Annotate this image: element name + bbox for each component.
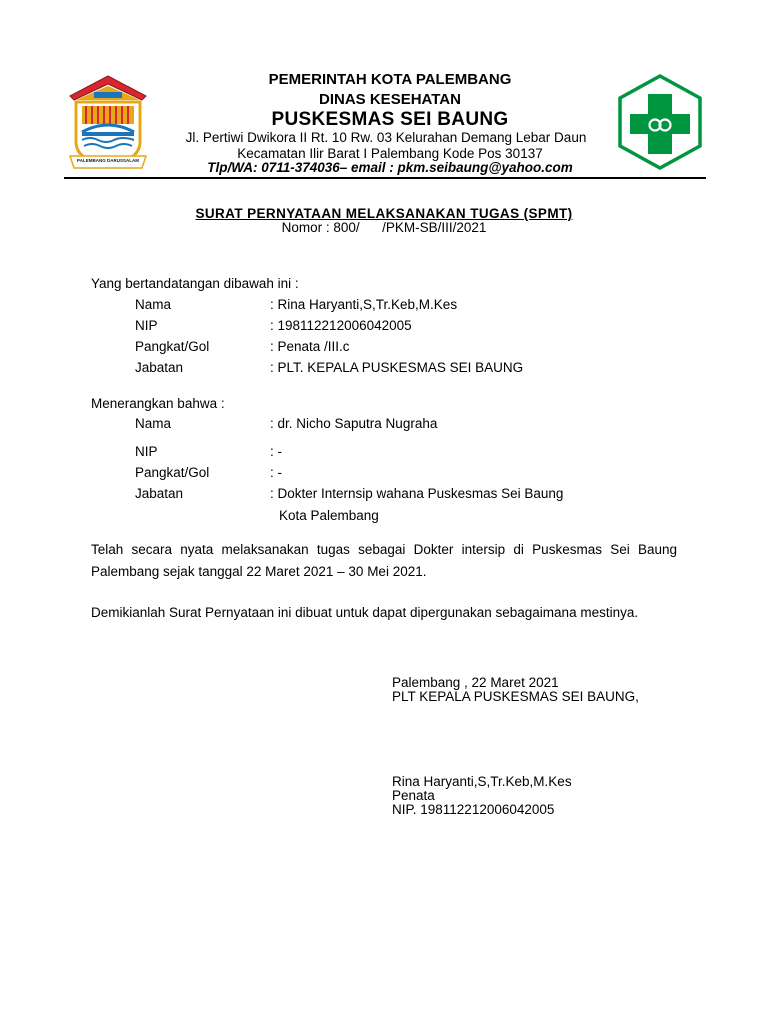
signer-nip-label: NIP [135,318,158,333]
signature-rank: Penata [392,788,435,803]
menerangkan-text: Menerangkan bahwa : [91,396,225,411]
signer-rank-value: : Penata /III.c [270,339,350,354]
subject-nip-label: NIP [135,444,158,459]
header-address: Jl. Pertiwi Dwikora II Rt. 10 Rw. 03 Kelurahan Demang Lebar Daun [185,130,587,145]
header-contact: Tlp/WA: 0711-374036– email : pkm.seibaung@yahoo.com [207,160,573,175]
signature-name: Rina Haryanti,S,Tr.Keb,M.Kes [392,774,572,789]
signer-name-label: Nama [135,297,172,312]
subject-rank-label: Pangkat/Gol [135,465,210,480]
subject-position-value: : Dokter Internsip wahana Puskesmas Sei Baung [270,486,564,501]
signer-nip-value: : 198112212006042005 [270,318,412,333]
signer-name-value: : Rina Haryanti,S,Tr.Keb,M.Kes [270,297,458,312]
header-divider [64,177,706,179]
signer-position-value: : PLT. KEPALA PUSKESMAS SEI BAUNG [270,360,524,375]
subject-position-value-cont: Kota Palembang [279,508,379,523]
signature-place-date: Palembang , 22 Maret 2021 [392,675,559,690]
header-government: PEMERINTAH KOTA PALEMBANG [268,71,512,88]
header-institution: PUSKESMAS SEI BAUNG [271,109,509,130]
signature-nip: NIP. 198112212006042005 [392,802,555,817]
emblem-banner-text: PALEMBANG DARUSSALAM [77,158,139,163]
subject-rank-value: : - [270,465,282,480]
subject-nip-value: : - [270,444,282,459]
palembang-city-emblem-icon [64,72,152,172]
document-title: SURAT PERNYATAAN MELAKSANAKAN TUGAS (SPMT) [195,206,573,221]
document-number: Nomor : 800/ /PKM-SB/III/2021 [281,220,487,235]
header-department: DINAS KESEHATAN [319,91,461,108]
header-district: Kecamatan Ilir Barat I Palembang Kode Pos 30137 [237,146,543,161]
intro-text: Yang bertandatangan dibawah ini : [91,276,299,291]
subject-name-label: Nama [135,416,172,431]
signer-rank-label: Pangkat/Gol [135,339,210,354]
puskesmas-logo-icon [614,74,706,170]
statement-paragraph: Telah secara nyata melaksanakan tugas sebagai Dokter intersip di Puskesmas Sei Baung Palembang sejak tanggal 22 Maret 2021 – 30 Mei 2021. [91,542,677,579]
subject-position-label: Jabatan [135,486,184,501]
signature-position: PLT KEPALA PUSKESMAS SEI BAUNG, [392,689,639,704]
closing-paragraph: Demikianlah Surat Pernyataan ini dibuat untuk dapat dipergunakan sebagaimana mestinya. [91,605,639,620]
subject-name-value: : dr. Nicho Saputra Nugraha [270,416,438,431]
signer-position-label: Jabatan [135,360,184,375]
